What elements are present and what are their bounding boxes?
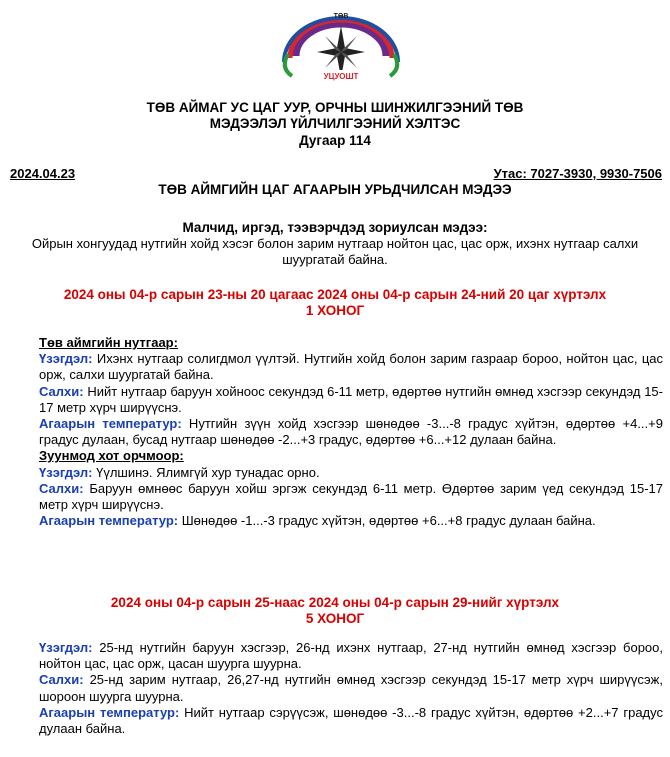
compass-star-icon xyxy=(278,4,404,84)
wind-text: Баруун өмнөөс баруун хойш эргэж секундэд 6-11 метр. Өдөртөө зарим үед секундэд 15-17 метр хүрч ширүүснэ. xyxy=(39,480,663,513)
wind-text: Нийт нутгаар баруун хойноос секундэд 6-11 метр, өдөртөө нутгийн өмнөд хэсгээр секундэд 15-17 метр хүрч ширүүснэ. xyxy=(39,383,663,415)
period2-forecast xyxy=(39,640,663,737)
temperature-paragraph xyxy=(39,513,663,529)
period2-range: 2024 оны 04-р сарын 25-наас 2024 оны 04-р сарын 29-нийг хүртэлх xyxy=(110,595,560,610)
header-organization: ТӨВ АЙМАГ УС ЦАГ УУР, ОРЧНЫ ШИНЖИЛГЭЭНИЙ ТӨВ xyxy=(146,100,524,115)
phenomena-text: 25-нд нутгийн баруун хэсгээр, 26-нд ихэнх нутгаар, 27-нд нутгийн өмнөд хэсгээр бороо, нойтон цас, цас орж, цасан шуурга шуурна. xyxy=(39,640,663,672)
header-issue-number: Дугаар 114 xyxy=(299,133,371,148)
organization-logo xyxy=(278,4,404,84)
wind-label: Салхи: xyxy=(39,383,84,399)
wind-label: Салхи: xyxy=(39,672,84,688)
temperature-paragraph xyxy=(39,416,663,448)
temperature-label: Агаарын температур: xyxy=(39,416,182,432)
audience-heading: Малчид, иргэд, тээвэрчдэд зориулсан мэдээ: xyxy=(182,220,488,235)
temperature-text: Нийт нутгаар сэрүүсэж, шөнөдөө -3...-8 градус хүйтэн, өдөртөө +2...+7 градус дулаан байна. xyxy=(39,704,663,737)
period1-duration: 1 ХОНОГ xyxy=(305,303,365,318)
section-heading-zuunmod: Зуунмод хот орчмоор: xyxy=(39,448,184,464)
audience-text: Ойрын хонгуудад нутгийн хойд хэсэг болон зарим нутгаар нойтон цас, цас орж, ихэнх нутгаар салхи шуургатай байна. xyxy=(31,236,639,267)
logo-top-text: ТӨВ xyxy=(333,13,349,20)
wind-paragraph xyxy=(39,384,663,416)
forecast-title: ТӨВ АЙМГИЙН ЦАГ АГААРЫН УРЬДЧИЛСАН МЭДЭЭ xyxy=(158,182,512,197)
section-heading-aimag: Төв аймгийн нутгаар: xyxy=(39,335,178,350)
logo-bottom-text: УЦУОШТ xyxy=(323,72,359,81)
phenomena-label: Үзэгдэл: xyxy=(39,640,93,655)
temperature-label: Агаарын температур: xyxy=(39,513,179,529)
issue-date: 2024.04.23 xyxy=(10,166,76,181)
wind-label: Салхи: xyxy=(39,480,84,496)
contact-phone: Утас: 7027-3930, 9930-7506 xyxy=(493,166,662,181)
period1-range: 2024 оны 04-р сарын 23-ны 20 цагаас 2024 оны 04-р сарын 24-ний 20 цаг хүртэлх xyxy=(63,287,607,302)
header-department: МЭДЭЭЛЭЛ ҮЙЛЧИЛГЭЭНИЙ ХЭЛТЭС xyxy=(209,116,461,131)
period1-forecast xyxy=(39,335,663,529)
weather-phenomena-paragraph xyxy=(39,640,663,672)
temperature-label: Агаарын температур: xyxy=(39,704,180,720)
wind-paragraph xyxy=(39,481,663,513)
temperature-text: Шөнөдөө -1...-3 градус хүйтэн, өдөртөө +6...+8 градус дулаан байна. xyxy=(178,513,596,529)
weather-phenomena-paragraph xyxy=(39,351,663,383)
weather-phenomena-paragraph xyxy=(39,465,663,481)
phenomena-text: Үүлшинэ. Ялимгүй хур тунадас орно. xyxy=(92,464,320,480)
phenomena-label: Үзэгдэл: xyxy=(39,464,93,480)
period2-duration: 5 ХОНОГ xyxy=(305,611,365,626)
temperature-text: Нутгийн зүүн хойд хэсгээр шөнөдөө -3...-8 градус хүйтэн, өдөртөө +4...+9 градус дулаан, бусад нутгаар шөнөдөө -2...+3 градус, өдөртөө +6...+12 дулаан байна. xyxy=(39,416,663,448)
wind-text: 25-нд зарим нутгаар, 26,27-нд нутгийн өмнөд хэсгээр секундэд 15-17 метр хүрч ширүүсэж, шороон шуурга шуурна. xyxy=(39,672,663,704)
phenomena-text: Ихэнх нутгаар солигдмол үүлтэй. Нутгийн хойд болон зарим газраар бороо, нойтон цас, цас орж, салхи шуургатай байна. xyxy=(39,351,663,383)
wind-paragraph xyxy=(39,672,663,704)
temperature-paragraph xyxy=(39,705,663,737)
phenomena-label: Үзэгдэл: xyxy=(39,351,93,367)
